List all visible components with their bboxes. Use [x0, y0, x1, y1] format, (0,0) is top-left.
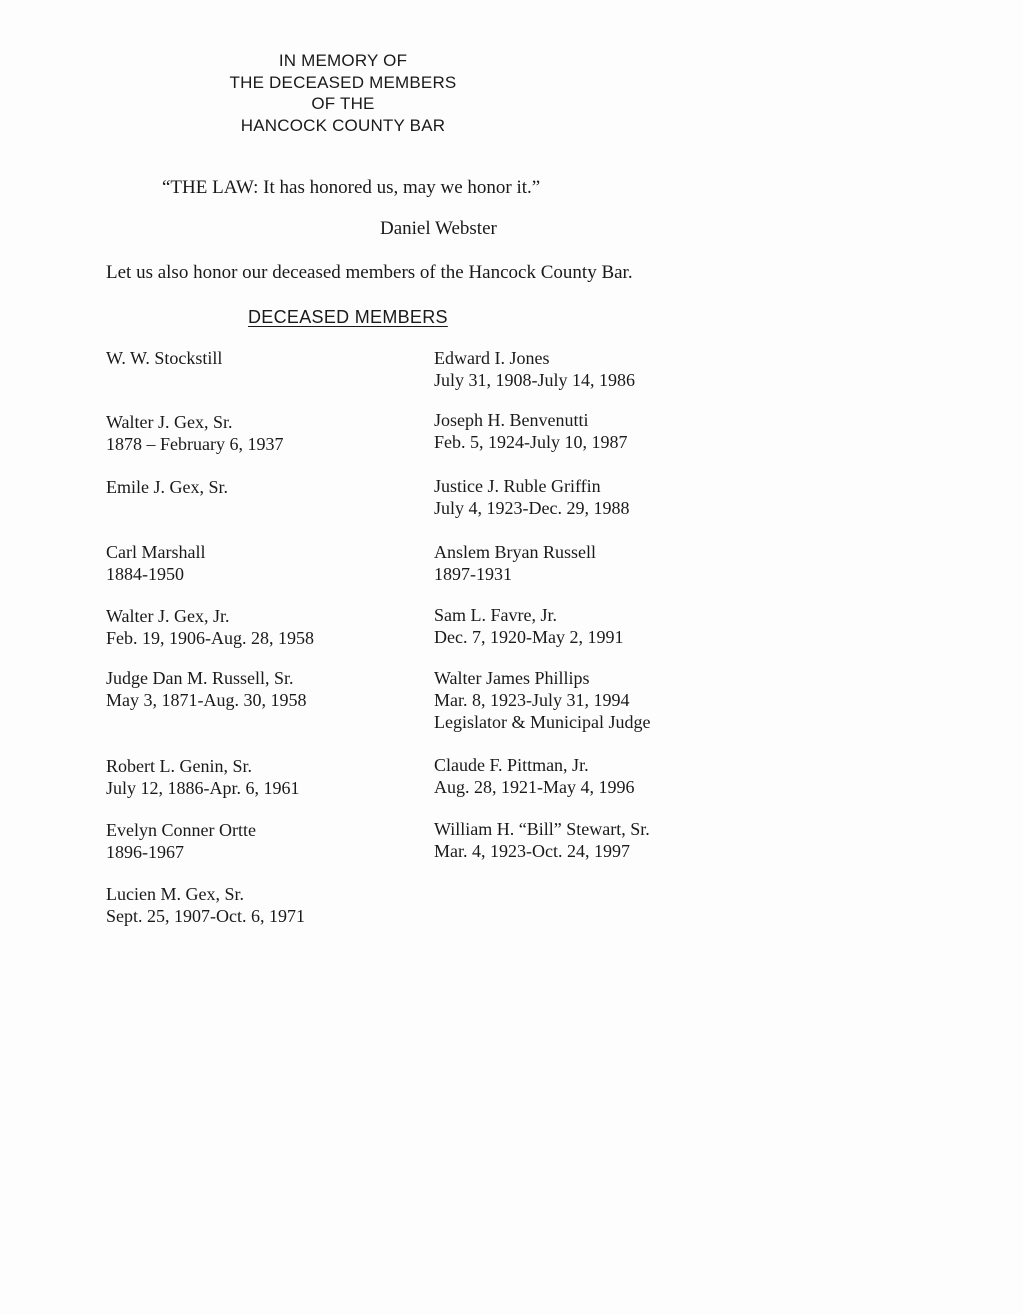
member-dates: July 4, 1923-Dec. 29, 1988 [434, 498, 630, 518]
member-name: Anslem Bryan Russell [434, 542, 596, 562]
law-quote: “THE LAW: It has honored us, may we honor it.” [162, 177, 541, 198]
member-entry [106, 541, 205, 585]
member-name: Judge Dan M. Russell, Sr. [106, 668, 294, 688]
member-entry [434, 541, 596, 585]
member-entry [106, 411, 283, 455]
member-dates: 1878 – February 6, 1937 [106, 434, 284, 454]
intro-text: Let us also honor our deceased members of the Hancock County Bar. [106, 262, 633, 283]
member-dates: Mar. 4, 1923-Oct. 24, 1997 [434, 841, 630, 861]
quote-attribution: Daniel Webster [380, 218, 497, 239]
member-entry [434, 409, 628, 453]
section-title: DECEASED MEMBERS [248, 307, 448, 327]
heading-line: HANCOCK COUNTY BAR [240, 115, 446, 135]
member-entry [434, 604, 623, 648]
memorial-heading [200, 50, 486, 136]
heading-line: IN MEMORY OF [278, 51, 408, 70]
member-dates: 1896-1967 [106, 842, 184, 862]
member-entry [106, 605, 314, 649]
member-entry [434, 754, 635, 798]
member-name: Evelyn Conner Ortte [106, 820, 256, 840]
member-entry [434, 347, 635, 391]
member-name: Justice J. Ruble Griffin [434, 476, 601, 496]
member-name: Lucien M. Gex, Sr. [106, 884, 244, 904]
member-dates: Sept. 25, 1907-Oct. 6, 1971 [106, 906, 305, 926]
member-dates: July 31, 1908-July 14, 1986 [434, 370, 636, 390]
member-dates: Mar. 8, 1923-July 31, 1994 [434, 690, 630, 710]
member-entry [434, 818, 650, 862]
member-name: Emile J. Gex, Sr. [106, 477, 228, 497]
heading-line: THE DECEASED MEMBERS [229, 72, 457, 92]
member-name: Edward I. Jones [434, 348, 550, 368]
member-entry [434, 475, 629, 519]
member-name: Walter J. Gex, Jr. [106, 606, 230, 626]
member-dates: 1897-1931 [434, 564, 512, 584]
member-dates: Feb. 19, 1906-Aug. 28, 1958 [106, 628, 314, 648]
member-entry [434, 667, 650, 733]
member-name: Robert L. Genin, Sr. [106, 756, 252, 776]
member-name: Claude F. Pittman, Jr. [434, 755, 589, 775]
member-dates: 1884-1950 [106, 564, 184, 584]
member-name: Walter J. Gex, Sr. [106, 412, 233, 432]
member-entry [106, 755, 300, 799]
member-note: Legislator & Municipal Judge [434, 712, 651, 732]
member-dates: May 3, 1871-Aug. 30, 1958 [106, 690, 307, 710]
member-name: Joseph H. Benvenutti [434, 410, 589, 430]
member-name: Carl Marshall [106, 542, 206, 562]
member-dates: July 12, 1886-Apr. 6, 1961 [106, 778, 300, 798]
member-dates: Dec. 7, 1920-May 2, 1991 [434, 627, 624, 647]
member-entry [106, 667, 307, 711]
member-name: Sam L. Favre, Jr. [434, 605, 557, 625]
member-name: W. W. Stockstill [106, 348, 223, 368]
member-entry [106, 476, 228, 498]
member-entry [106, 819, 256, 863]
member-dates: Feb. 5, 1924-July 10, 1987 [434, 432, 628, 452]
member-dates: Aug. 28, 1921-May 4, 1996 [434, 777, 635, 797]
member-entry [106, 883, 305, 927]
member-name: Walter James Phillips [434, 668, 590, 688]
heading-line: OF THE [311, 94, 375, 113]
member-name: William H. “Bill” Stewart, Sr. [434, 819, 650, 839]
member-entry [106, 347, 222, 369]
